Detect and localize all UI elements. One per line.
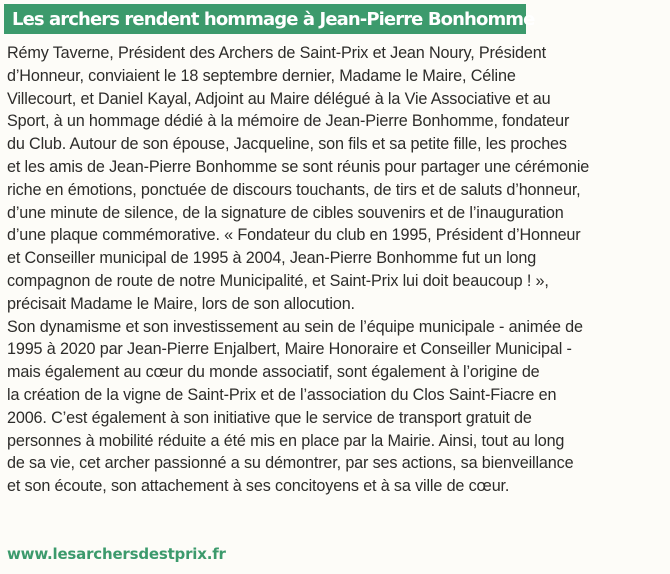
body-line: de sa vie, cet archer passionné a su démontrer, par ses actions, sa bienveillance (7, 454, 574, 473)
body-line: d’Honneur, conviaient le 18 septembre dernier, Madame le Maire, Céline (7, 66, 516, 85)
website-link[interactable]: www.lesarchersdestprix.fr (7, 545, 226, 563)
body-line: et les amis de Jean-Pierre Bonhomme se sont réunis pour partager une cérémonie (7, 157, 590, 176)
headline-banner (4, 4, 535, 34)
body-line: 2006. C’est également à son initiative que le service de transport gratuit de (7, 408, 532, 427)
body-line: personnes à mobilité réduite a été mis en place par la Mairie. Ainsi, tout au long (7, 431, 565, 450)
body-line: d’une minute de silence, de la signature de cibles souvenirs et de l’inauguration (7, 203, 564, 222)
article-body (7, 42, 657, 498)
body-line: la création de la vigne de Saint-Prix et de l’association du Clos Saint-Fiacre en (7, 385, 557, 404)
body-line: riche en émotions, ponctuée de discours touchants, de tirs et de saluts d’honneur, (7, 180, 581, 199)
body-line: Rémy Taverne, Président des Archers de Saint-Prix et Jean Noury, Président (7, 44, 546, 62)
body-line: d’une plaque commémorative. « Fondateur du club en 1995, Président d’Honneur (7, 226, 581, 245)
body-line: précisait Madame le Maire, lors de son allocution. (7, 294, 355, 313)
body-line: et son écoute, son attachement à ses concitoyens et à sa ville de cœur. (7, 477, 510, 496)
body-line: du Club. Autour de son épouse, Jacqueline, son fils et sa petite fille, les proches (7, 135, 567, 154)
body-line: Sport, à un hommage dédié à la mémoire de Jean-Pierre Bonhomme, fondateur (7, 112, 570, 131)
body-line: 1995 à 2020 par Jean-Pierre Enjalbert, Maire Honoraire et Conseiller Municipal - (7, 340, 572, 359)
body-line: mais également au cœur du monde associatif, sont également à l’origine de (7, 363, 540, 382)
body-line: Son dynamisme et son investissement au sein de l’équipe municipale - animée de (7, 317, 583, 336)
article-headline: Les archers rendent hommage à Jean-Pierre Bonhomme (12, 8, 535, 30)
body-line: compagnon de route de notre Municipalité, et Saint-Prix lui doit beaucoup ! », (7, 271, 549, 290)
body-line: et Conseiller municipal de 1995 à 2004, Jean-Pierre Bonhomme fut un long (7, 249, 537, 268)
body-line: Villecourt, et Daniel Kayal, Adjoint au Maire délégué à la Vie Associative et au (7, 89, 551, 108)
